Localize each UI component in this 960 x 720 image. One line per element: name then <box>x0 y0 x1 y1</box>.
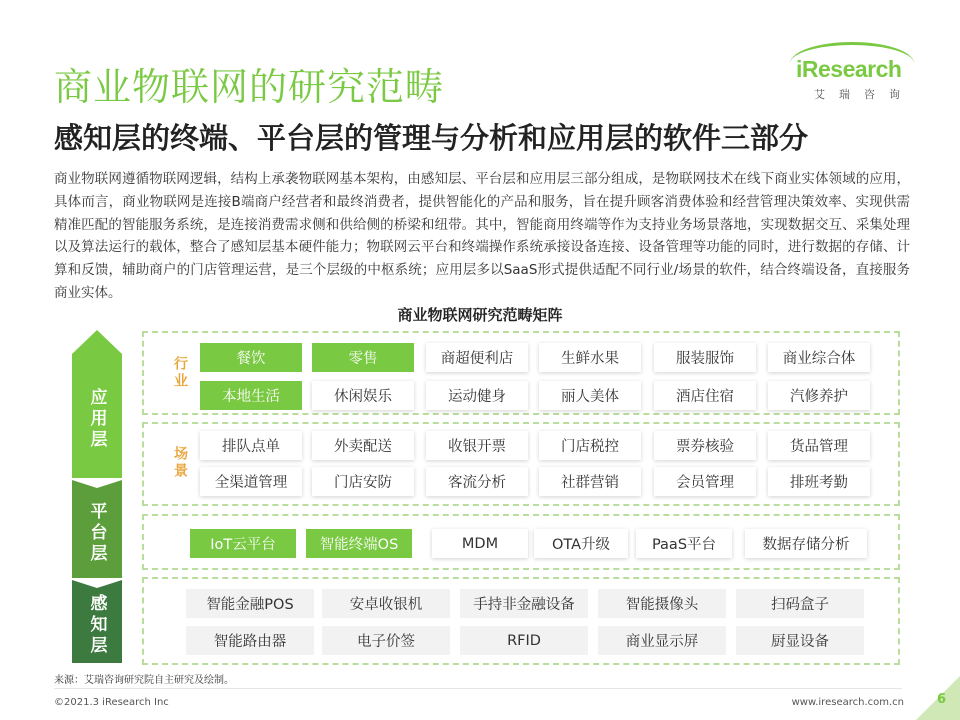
matrix-cell: 智能摄像头 <box>598 589 726 618</box>
matrix-cell: 生鲜水果 <box>539 343 641 372</box>
matrix-cell: IoT云平台 <box>190 529 296 558</box>
matrix-cell: 智能终端OS <box>306 529 412 558</box>
matrix-cell: 运动健身 <box>426 381 528 410</box>
matrix-cell: 电子价签 <box>322 626 450 655</box>
intro-paragraph: 商业物联网遵循物联网逻辑，结构上承袭物联网基本架构，由感知层、平台层和应用层三部分组成，是物联网技术在线下商业实体领域的应用，具体而言，商业物联网是连接B端商户经营者和最终消费者，提供智能化的产品和服务，旨在提升顾客消费体验和经营管理决策效率、实现供需精准匹配的智能服务系统，是连接消费需求侧和供给侧的桥梁和纽带。其中，智能商用终端等作为支持业务场景落地，实现数据交互、采集处理以及算法运行的载体，整合了感知层基本硬件能力；物联网云平台和终端操作系统承接设备连接、设备管理等功能的同时，进行数据的存储、计算和反馈，辅助商户的门店管理运营，是三个层级的中枢系统；应用层多以SaaS形式提供适配不同行业/场景的软件，结合终端设备，直接服务商业实体。 <box>54 171 910 301</box>
layer-label-platform: 平台层 <box>86 501 107 565</box>
matrix-cell: 厨显设备 <box>736 626 864 655</box>
logo-text-cn: 艾瑞咨询 <box>814 88 914 101</box>
group-label-scene: 场景 <box>172 446 188 480</box>
layer-label-perception: 感知层 <box>86 594 107 657</box>
matrix-cell: 商业显示屏 <box>598 626 726 655</box>
matrix-cell: 票券核验 <box>654 431 756 460</box>
matrix-cell: 智能路由器 <box>186 626 314 655</box>
matrix-cell: RFID <box>460 626 588 655</box>
matrix-title: 商业物联网研究范畴矩阵 <box>397 306 563 324</box>
layer-arrow <box>72 330 122 663</box>
matrix-cell: 服装服饰 <box>654 343 756 372</box>
matrix-cell: 商超便利店 <box>426 343 528 372</box>
matrix-cell: 本地生活 <box>200 381 302 410</box>
matrix-cell: 门店税控 <box>539 431 641 460</box>
matrix-cell: 全渠道管理 <box>200 467 302 496</box>
matrix-cell: 酒店住宿 <box>654 381 756 410</box>
matrix-cell: 收银开票 <box>426 431 528 460</box>
matrix-cell: 排队点单 <box>200 431 302 460</box>
matrix-cell: 社群营销 <box>539 467 641 496</box>
page-subtitle: 感知层的终端、平台层的管理与分析和应用层的软件三部分 <box>54 121 809 155</box>
matrix-cell: 数据存储分析 <box>745 529 867 558</box>
matrix-cell: 汽修养护 <box>768 381 870 410</box>
matrix-cell: 智能金融POS <box>186 589 314 618</box>
matrix-cell: OTA升级 <box>534 529 628 558</box>
matrix-cell: 外卖配送 <box>312 431 414 460</box>
matrix-cell: 零售 <box>312 343 414 372</box>
footer-divider <box>54 688 902 689</box>
matrix-cell: 扫码盒子 <box>736 589 864 618</box>
group-label-industry: 行业 <box>172 356 188 390</box>
copyright: ©2021.3 iResearch Inc <box>54 697 169 708</box>
layer-label-application: 应用层 <box>86 387 107 451</box>
matrix-cell: 货品管理 <box>768 431 870 460</box>
matrix-cell: 会员管理 <box>654 467 756 496</box>
matrix-cell: MDM <box>432 529 528 558</box>
website: www.iresearch.com.cn <box>791 697 904 708</box>
page-title: 商业物联网的研究范畴 <box>54 65 445 109</box>
matrix-cell: 手持非金融设备 <box>460 589 588 618</box>
matrix-cell: 客流分析 <box>426 467 528 496</box>
matrix-cell: 丽人美体 <box>539 381 641 410</box>
logo-text-en: iResearch <box>796 56 902 82</box>
matrix-cell: 餐饮 <box>200 343 302 372</box>
matrix-cell: 门店安防 <box>312 467 414 496</box>
matrix-cell: PaaS平台 <box>636 529 732 558</box>
matrix-cell: 商业综合体 <box>768 343 870 372</box>
matrix-cell: 排班考勤 <box>768 467 870 496</box>
logo-swoosh-icon <box>790 42 914 85</box>
matrix-cell: 休闲娱乐 <box>312 381 414 410</box>
iresearch-logo <box>796 56 916 106</box>
page-number: 6 <box>936 692 946 707</box>
matrix-cell: 安卓收银机 <box>322 589 450 618</box>
source-note: 来源：艾瑞咨询研究院自主研究及绘制。 <box>54 675 234 686</box>
